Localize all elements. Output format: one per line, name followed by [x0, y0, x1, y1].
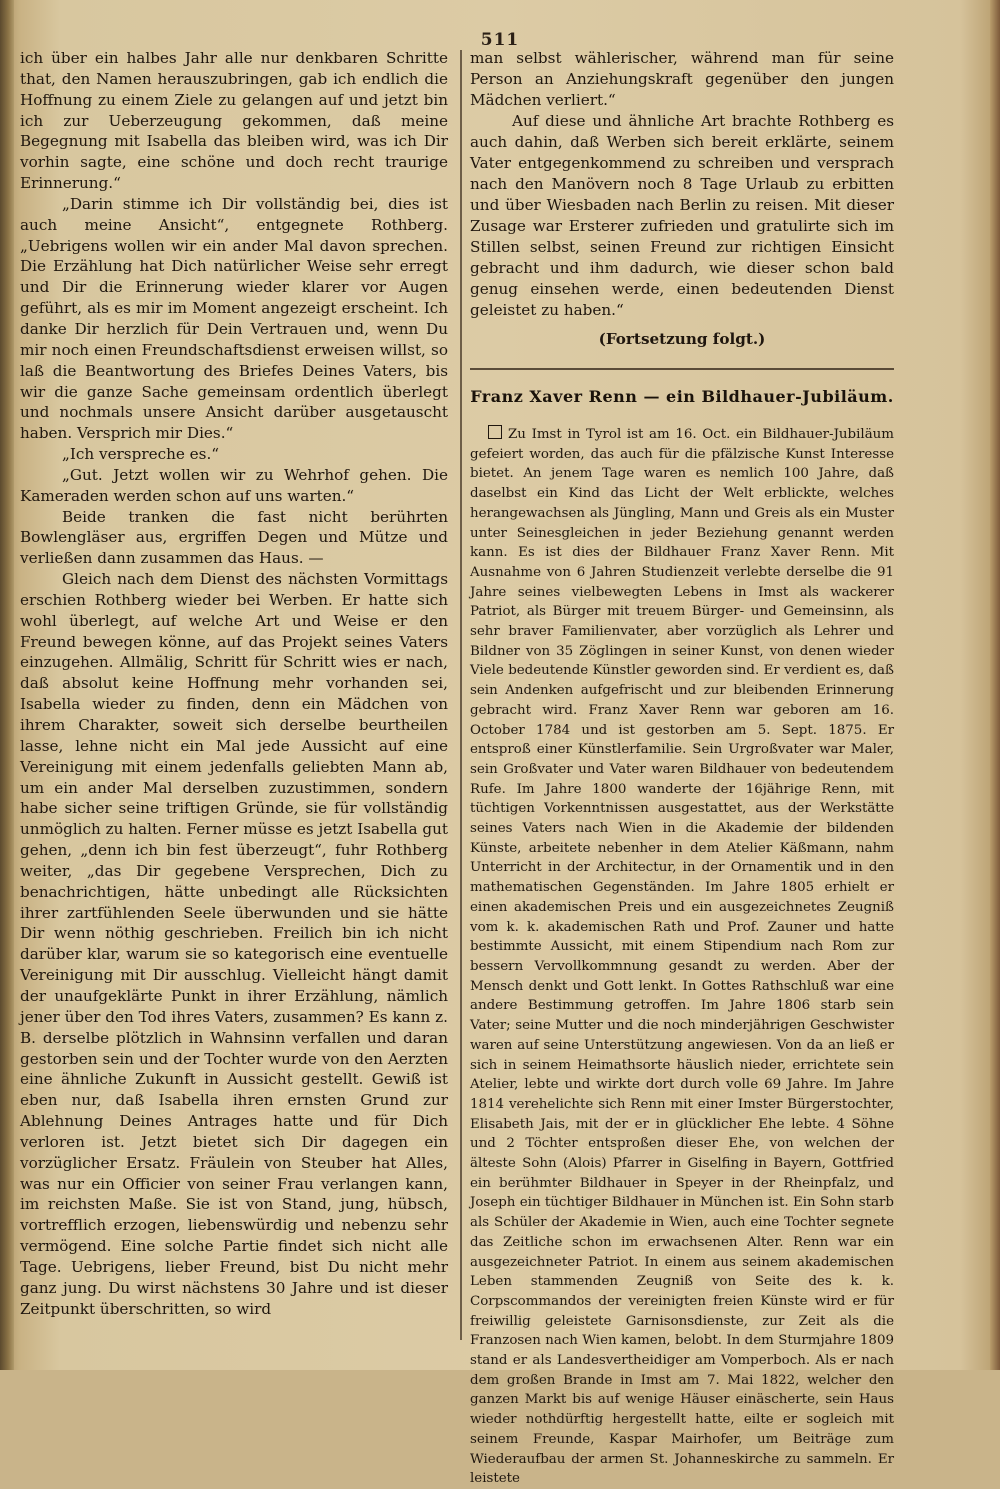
paragraph: „Darin stimme ich Dir vollständig bei, dies ist auch meine Ansicht“, entgegnete Rothberg. „Uebrigens wollen wir ein ander Mal davon sprechen. Die Erzählung hat Dich natürlicher Weise sehr erregt und Dir die Erinnerung wieder klarer vor Augen geführt, als es mir im Moment angezeigt erscheint. Ich danke Dir herzlich für Dein Vertrauen und, wenn Du mir noch einen Freundschaftsdienst erweisen willst, so laß die Beantwortung des Briefes Deines Vaters, bis wir die ganze Sache gemeinsam ordentlich überlegt und nochmals unsere Ansicht darüber ausgetauscht haben. Versprich mir Dies.“: [20, 194, 448, 443]
column-divider: [460, 50, 462, 1340]
page-edge: [990, 0, 1000, 1370]
left-column: [20, 48, 448, 1319]
continuation-note: (Fortsetzung folgt.): [598, 330, 766, 348]
paragraph: Auf diese und ähnliche Art brachte Rothberg es auch dahin, daß Werben sich bereit erklärte, seinem Vater entgegenkommend zu schreiben und versprach nach den Manövern noch 8 Tage Urlaub zu erbitten und über Wiesbaden nach Berlin zu reisen. Mit dieser Zusage war Ersterer zufrieden und gratulirte sich im Stillen selbst, seinen Freund zur richtigen Einsicht gebracht und ihm dadurch, wie dieser schon bald genug einsehen werde, einen bedeutenden Dienst geleistet zu haben.“: [470, 112, 894, 319]
section-divider: [470, 368, 894, 370]
paragraph: Beide tranken die fast nicht berührten Bowlengläser aus, ergriffen Degen und Mütze und verließen dann zusammen das Haus. —: [20, 507, 448, 568]
article-text: Zu Imst in Tyrol ist am 16. Oct. ein Bildhauer-Jubiläum gefeiert worden, das auch für die pfälzische Kunst Interesse bietet. An jenem Tage waren es nemlich 100 Jahre, daß daselbst ein Kind das Licht der Welt erblickte, welches herangewachsen als Jüngling, Mann und Greis als ein Muster unter Seinesgleichen in jeder Beziehung genannt werden kann. Es ist dies der Bildhauer Franz Xaver Renn. Mit Ausnahme von 6 Jahren Studienzeit verlebte derselbe die 91 Jahre seines vielbewegten Lebens in Imst als wackerer Patriot, als Bürger mit treuem Bürger- und Gemeinsinn, als sehr braver Familienvater, aber vorzüglich als Lehrer und Bildner von 35 Zöglingen in seiner Kunst, von denen wieder Viele bedeutende Künstler geworden sind. Er verdient es, daß sein Andenken aufgefrischt und zur bleibenden Erinnerung gebracht wird. Franz Xaver Renn war geboren am 16. October 1784 und ist gestorben am 5. Sept. 1875. Er entsproß einer Künstlerfamilie. Sein Urgroßvater war Maler, sein Großvater und Vater waren Bildhauer von bedeutendem Rufe. Im Jahre 1800 wanderte der 16jährige Renn, mit tüchtigen Vorkenntnissen ausgestattet, aus der Werkstätte seines Vaters nach Wien in die Akademie der bildenden Künste, arbeitete nebenher in dem Atelier Käßmann, nahm Unterricht in der Architectur, in der Ornamentik und in den mathematischen Gegenständen. Im Jahre 1805 erhielt er einen akademischen Preis und ein ausgezeichnetes Zeugniß vom k. k. akademischen Rath und Prof. Zauner und hatte bestimmte Aussicht, mit einem Stipendium nach Rom zur bessern Vervollkommnung gesandt zu werden. Aber der Mensch denkt und Gott lenkt. In Gottes Rathschluß war eine andere Bestimmung getroffen. Im Jahre 1806 starb sein Vater; seine Mutter und die noch minderjährigen Geschwister waren auf seine Unterstützung angewiesen. Von da an ließ er sich in seinem Heimathsorte häuslich nieder, errichtete sein Atelier, lebte und wirkte dort durch volle 69 Jahre. Im Jahre 1814 verehelichte sich Renn mit einer Imster Bürgerstochter, Elisabeth Jais, mit der er in glücklicher Ehe lebte. 4 Söhne und 2 Töchter entsproßen dieser Ehe, von welchen der älteste Sohn (Alois) Pfarrer in Giselfing in Bayern, Gottfried ein berühmter Bildhauer in Speyer in der Rheinpfalz, und Joseph ein tüchtiger Bildhauer in München ist. Ein Sohn starb als Schüler der Akademie in Wien, auch eine Tochter segnete das Zeitliche schon im erwachsenen Alter. Renn war ein ausgezeichneter Patriot. In einem aus seinem akademischen Leben stammenden Zeugniß von Seite des k. k. Corpscommandos der vereinigten freien Künste wird er für freiwillig geleistete Garnisonsdienste, zur Zeit als die Franzosen nach Wien kamen, belobt. In dem Sturmjahre 1809 stand er als Landesvertheidiger am Vomperboch. Als er nach dem großen Brande in Imst am 7. Mai 1822, welcher den ganzen Markt bis auf wenige Häuser einäscherte, sein Haus wieder nothdürftig hergestellt hatte, eilte er sogleich mit seinem Freunde, Kaspar Mairhofer, um Beiträge zum Wiederaufbau der armen St. Johanneskirche zu sammeln. Er leistete: [470, 427, 894, 1487]
paragraph: „Ich verspreche es.“: [62, 445, 220, 464]
paragraph: man selbst wählerischer, während man für seine Person an Anziehungskraft gegenüber den jungen Mädchen verliert.“: [470, 49, 894, 109]
article-body: [470, 425, 894, 1489]
right-column: [470, 48, 894, 1489]
paragraph: Gleich nach dem Dienst des nächsten Vormittags erschien Rothberg wieder bei Werben. Er hatte sich wohl überlegt, auf welche Art und Weise er den Freund bewegen könne, auf das Projekt seines Vaters einzugehen. Allmälig, Schritt für Schritt wies er nach, daß absolut keine Hoffnung mehr vorhanden sei, Isabella wieder zu finden, denn ein Mädchen von ihrem Charakter, soweit sich derselbe beurtheilen lasse, lehne nicht ein Mal jede Aussicht auf eine Vereinigung mit einem jedenfalls geliebten Mann ab, um ein ander Mal derselben zuzustimmen, sondern habe sicher seine triftigen Gründe, sie für vollständig unmöglich zu halten. Ferner müsse es jetzt Isabella gut gehen, „denn ich bin fest überzeugt“, fuhr Rothberg weiter, „das Dir gegebene Versprechen, Dich zu benachrichtigen, hätte unbedingt alle Rücksichten ihrer zartfühlenden Seele überwunden und sie hätte Dir wenn nöthig geschrieben. Freilich bin ich nicht darüber klar, warum sie so kategorisch eine eventuelle Vereinigung mit Dir ausschlug. Vielleicht hängt damit der unaufgeklärte Punkt in ihrer Erzählung, nämlich jener über den Tod ihres Vaters, zusammen? Es kann z. B. derselbe plötzlich in Wahnsinn verfallen und daran gestorben sein und der Tochter wurde von den Aerzten eine ähnliche Zukunft in Aussicht gestellt. Gewiß ist eben nur, daß Isabella ihren ernsten Grund zur Ablehnung Deines Antrages hatte und für Dich verloren ist. Jetzt bietet sich Dir dagegen ein vorzüglicher Ersatz. Fräulein von Steuber hat Alles, was nur ein Officier von seiner Frau verlangen kann, im reichsten Maße. Sie ist von Stand, jung, hübsch, vortrefflich erzogen, liebenswürdig und nebenzu sehr vermögend. Eine solche Partie findet sich nicht alle Tage. Uebrigens, lieber Freund, bist Du nicht mehr ganz jung. Du wirst nächstens 30 Jahre und ist dieser Zeitpunkt überschritten, so wird: [20, 570, 448, 1318]
paragraph: ich über ein halbes Jahr alle nur denkbaren Schritte that, den Namen herauszubringen, gab ich endlich die Hoffnung zu einem Ziele zu gelangen auf und jetzt bin ich zur Ueberzeugung gekommen, daß meine Begegnung mit Isabella das bleiben wird, was ich Dir vorhin sagte, eine schöne und doch recht traurige Erinnerung.“: [20, 49, 448, 193]
paragraph: „Gut. Jetzt wollen wir zu Wehrhof gehen. Die Kameraden werden schon auf uns warten.“: [20, 465, 448, 505]
box-marker-icon: [488, 425, 502, 439]
page-number: 511: [480, 30, 520, 50]
book-binding: [0, 0, 14, 1370]
article-title: Franz Xaver Renn — ein Bildhauer-Jubiläum.: [470, 387, 894, 406]
article-paragraph: [470, 425, 894, 1489]
